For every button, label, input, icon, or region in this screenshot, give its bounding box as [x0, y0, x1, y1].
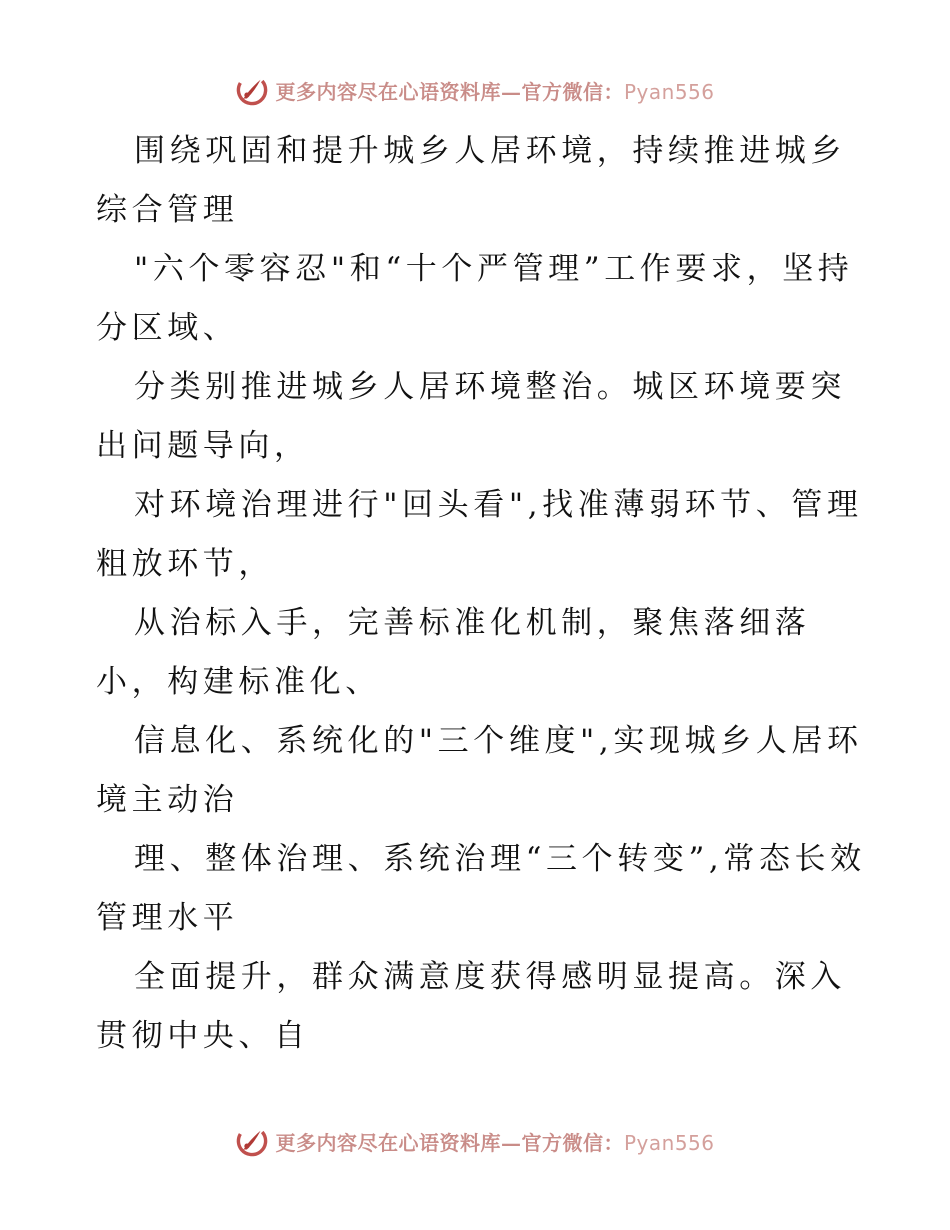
- document-body: [96, 122, 866, 1066]
- paragraph-6: 信息化、系统化的"三个维度",实现城乡人居环境主动治: [96, 723, 863, 818]
- paragraph-1: 围绕巩固和提升城乡人居环境，持续推进城乡综合管理: [96, 133, 846, 228]
- paragraph-5: 从治标入手，完善标准化机制，聚焦落细落小，构建标准化、: [96, 605, 811, 700]
- watermark-text: [275, 76, 714, 105]
- watermark-text: [275, 1127, 714, 1156]
- paragraph-3: 分类别推进城乡人居环境整治。城区环境要突出问题导向，: [96, 369, 846, 464]
- paragraph-4: 对环境治理进行"回头看",找准薄弱环节、管理粗放环节，: [96, 487, 863, 582]
- watermark-main-text: 更多内容尽在心语资料库—官方微信：: [275, 79, 624, 104]
- footer-watermark: [0, 1123, 950, 1159]
- watermark-main-text: 更多内容尽在心语资料库—官方微信：: [275, 1130, 624, 1155]
- brush-seal-logo-icon: [235, 1124, 269, 1158]
- paragraph-7: 理、整体治理、系统治理“三个转变”,常态长效管理水平: [96, 841, 866, 936]
- paragraph-2: "六个零容忍"和“十个严管理”工作要求，坚持分区域、: [96, 251, 854, 346]
- header-watermark: [0, 72, 950, 108]
- watermark-wechat-id: Pyan556: [623, 1130, 715, 1155]
- brush-seal-logo-icon: [235, 73, 269, 107]
- watermark-wechat-id: Pyan556: [623, 79, 715, 104]
- paragraph-8: 全面提升，群众满意度获得感明显提高。深入贯彻中央、自: [96, 959, 846, 1054]
